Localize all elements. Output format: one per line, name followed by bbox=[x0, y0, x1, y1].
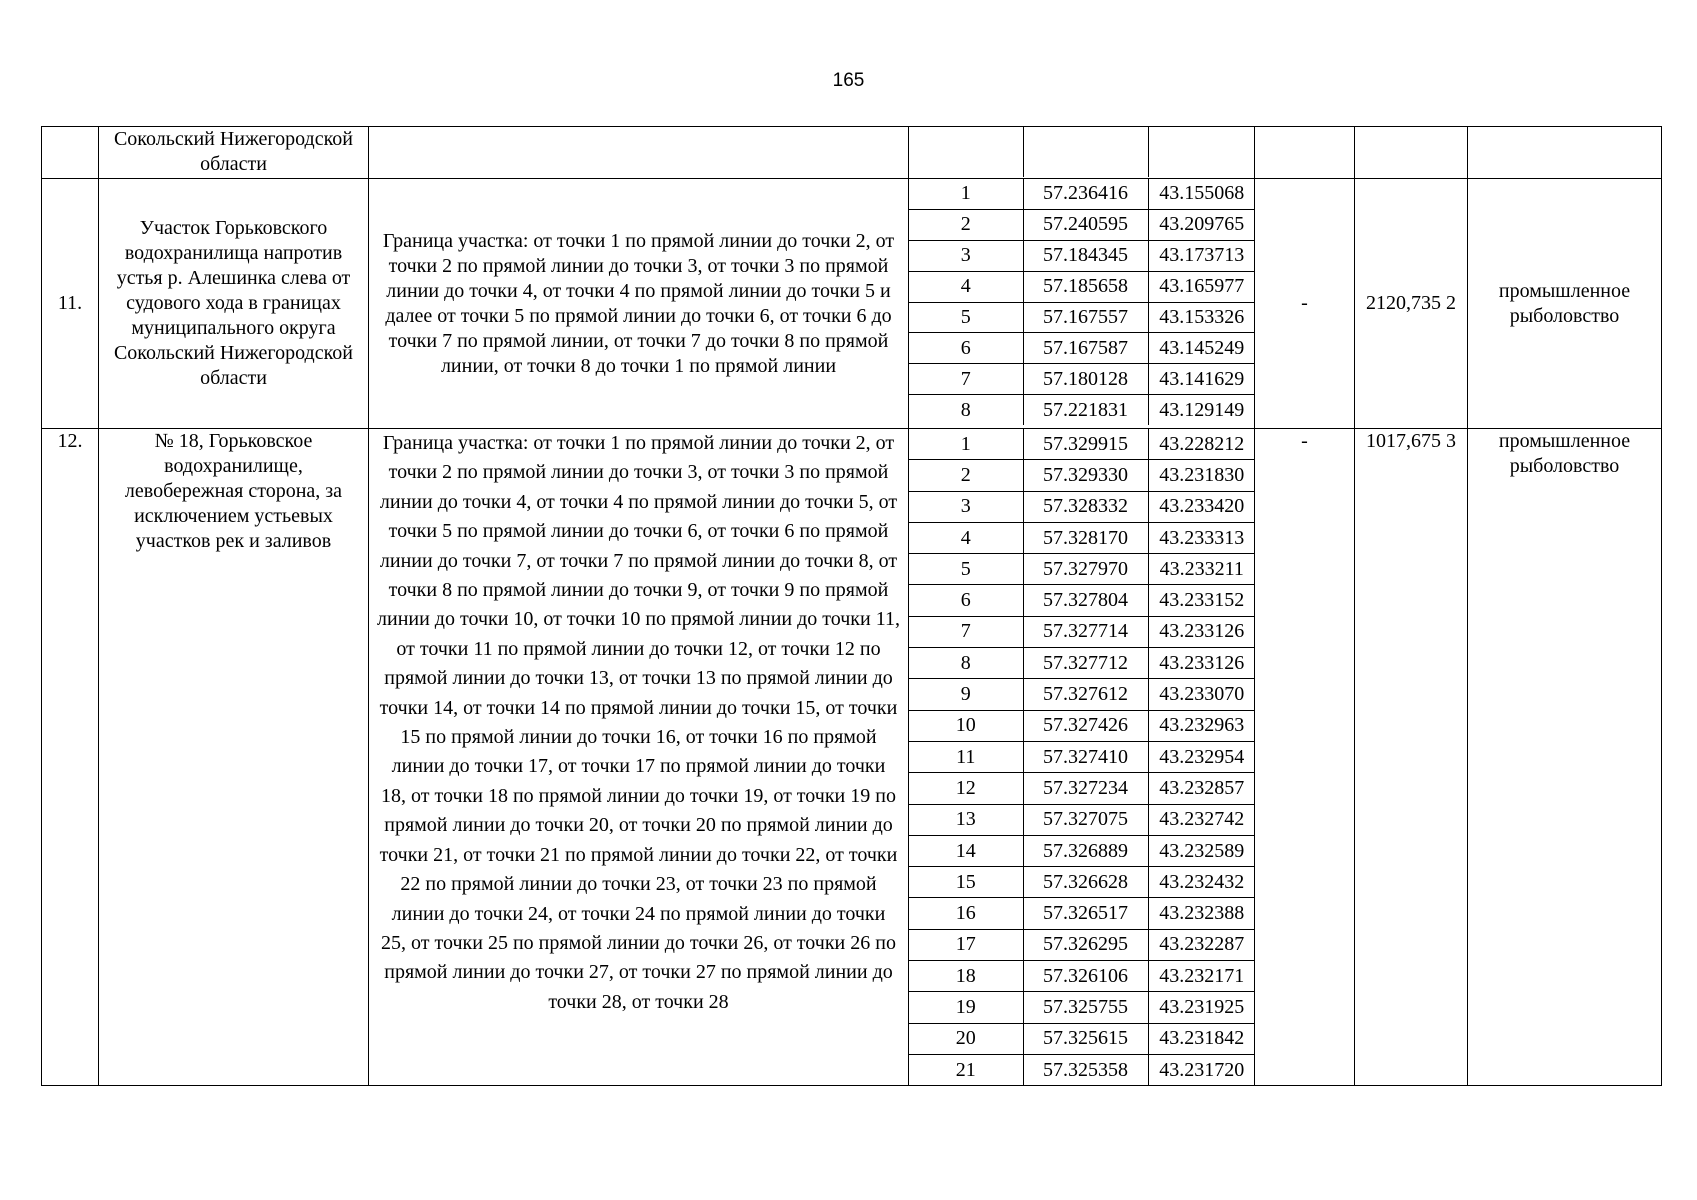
latitude-value: 57.329915 bbox=[1023, 429, 1148, 460]
coordinate-row bbox=[909, 240, 1255, 271]
point-number: 6 bbox=[909, 585, 1023, 616]
point-number: 19 bbox=[909, 992, 1023, 1023]
latitude-value: 57.327612 bbox=[1023, 679, 1148, 710]
coordinate-row bbox=[909, 429, 1255, 460]
empty-cell bbox=[1148, 127, 1255, 177]
coordinate-row bbox=[909, 179, 1255, 209]
table-row bbox=[42, 429, 1662, 1086]
continuation-row bbox=[42, 127, 1662, 179]
continuation-name-cell: Сокольский Нижегородской области bbox=[99, 127, 369, 179]
coordinate-row bbox=[909, 554, 1255, 585]
point-number: 7 bbox=[909, 364, 1023, 395]
coordinate-row bbox=[909, 1023, 1255, 1054]
coordinates-table bbox=[909, 429, 1255, 1085]
fishing-areas-table-wrapper bbox=[41, 126, 1661, 1086]
coordinate-row bbox=[909, 898, 1255, 929]
latitude-value: 57.185658 bbox=[1023, 271, 1148, 302]
point-number: 3 bbox=[909, 491, 1023, 522]
point-number: 13 bbox=[909, 804, 1023, 835]
longitude-value: 43.233070 bbox=[1148, 679, 1255, 710]
coordinate-row bbox=[909, 710, 1255, 741]
coordinate-row bbox=[909, 460, 1255, 491]
point-number: 18 bbox=[909, 961, 1023, 992]
latitude-value: 57.327712 bbox=[1023, 648, 1148, 679]
point-number: 15 bbox=[909, 867, 1023, 898]
latitude-value: 57.167587 bbox=[1023, 333, 1148, 364]
empty-cell bbox=[909, 127, 1023, 177]
point-number: 9 bbox=[909, 679, 1023, 710]
longitude-value: 43.233126 bbox=[1148, 616, 1255, 647]
longitude-value: 43.231830 bbox=[1148, 460, 1255, 491]
longitude-value: 43.232589 bbox=[1148, 835, 1255, 866]
latitude-value: 57.326889 bbox=[1023, 835, 1148, 866]
longitude-value: 43.233313 bbox=[1148, 522, 1255, 553]
continuation-subgrid bbox=[909, 127, 1255, 177]
coordinate-row bbox=[909, 961, 1255, 992]
longitude-value: 43.209765 bbox=[1148, 209, 1255, 240]
latitude-value: 57.326628 bbox=[1023, 867, 1148, 898]
coordinates-cell bbox=[909, 429, 1255, 1086]
point-number: 8 bbox=[909, 648, 1023, 679]
latitude-value: 57.327804 bbox=[1023, 585, 1148, 616]
coordinate-row bbox=[909, 271, 1255, 302]
latitude-value: 57.329330 bbox=[1023, 460, 1148, 491]
longitude-value: 43.129149 bbox=[1159, 398, 1245, 421]
continuation-points-cell bbox=[909, 127, 1255, 179]
longitude-value: 43.233211 bbox=[1148, 554, 1255, 585]
coordinate-row bbox=[909, 867, 1255, 898]
point-number: 10 bbox=[909, 710, 1023, 741]
latitude-value: 57.240595 bbox=[1023, 209, 1148, 240]
longitude-value: 43.231842 bbox=[1148, 1023, 1255, 1054]
latitude-value: 57.326106 bbox=[1023, 961, 1148, 992]
longitude-value: 43.233420 bbox=[1148, 491, 1255, 522]
boundary-description: Граница участка: от точки 1 по прямой линии до точки 2, от точки 2 по прямой линии до точки 3, от точки 3 по прямой линии до точки 4, от точки 4 по прямой линии до точки 5 и далее от точки 5 по прямой линии до точки 6, от точки 6 до точки 7 по прямой линии, от точки 7 до точки 8 по прямой линии, от точки 8 до точки 1 по прямой линии bbox=[369, 179, 909, 429]
latitude-value: 57.236416 bbox=[1023, 179, 1148, 209]
latitude-value: 57.327714 bbox=[1023, 616, 1148, 647]
latitude-value: 57.327234 bbox=[1023, 773, 1148, 804]
point-number: 8 bbox=[909, 395, 1023, 425]
coordinate-row bbox=[909, 1054, 1255, 1085]
point-number: 7 bbox=[909, 616, 1023, 647]
point-number: 4 bbox=[909, 271, 1023, 302]
coordinate-row bbox=[909, 741, 1255, 772]
coordinate-row bbox=[909, 585, 1255, 616]
longitude-value: 43.233152 bbox=[1148, 585, 1255, 616]
latitude-value: 57.327075 bbox=[1023, 804, 1148, 835]
longitude-value: 43.232954 bbox=[1148, 741, 1255, 772]
continuation-description-cell bbox=[369, 127, 909, 179]
point-number: 6 bbox=[909, 333, 1023, 364]
page-number: 165 bbox=[832, 70, 865, 91]
point-number: 5 bbox=[909, 302, 1023, 333]
dash-cell: - bbox=[1255, 429, 1355, 1086]
latitude-value: 57.327426 bbox=[1023, 710, 1148, 741]
point-number: 1 bbox=[909, 429, 1023, 460]
coordinate-row bbox=[909, 679, 1255, 710]
latitude-value: 57.325358 bbox=[1023, 1054, 1148, 1085]
latitude-value: 57.328332 bbox=[1023, 491, 1148, 522]
coordinate-row bbox=[909, 929, 1255, 960]
point-number: 21 bbox=[909, 1054, 1023, 1085]
coordinate-row bbox=[909, 648, 1255, 679]
area-value: 2120,735 2 bbox=[1355, 179, 1468, 429]
coordinate-row bbox=[909, 804, 1255, 835]
point-number: 12 bbox=[909, 773, 1023, 804]
point-number: 5 bbox=[909, 554, 1023, 585]
latitude-value: 57.328170 bbox=[1023, 522, 1148, 553]
latitude-value: 57.326517 bbox=[1023, 898, 1148, 929]
longitude-value: 43.232287 bbox=[1148, 929, 1255, 960]
empty-cell bbox=[1023, 127, 1148, 177]
point-number: 14 bbox=[909, 835, 1023, 866]
point-number: 3 bbox=[909, 240, 1023, 271]
continuation-num-cell bbox=[42, 127, 99, 179]
latitude-value: 57.327970 bbox=[1023, 554, 1148, 585]
longitude-value: 43.145249 bbox=[1148, 333, 1255, 364]
longitude-value: 43.228212 bbox=[1148, 429, 1255, 460]
row-number: 12. bbox=[42, 429, 99, 1086]
point-number: 4 bbox=[909, 522, 1023, 553]
latitude-value: 57.325615 bbox=[1023, 1023, 1148, 1054]
longitude-value: 43.153326 bbox=[1148, 302, 1255, 333]
longitude-value: 43.232171 bbox=[1148, 961, 1255, 992]
coordinate-row bbox=[909, 333, 1255, 364]
point-number: 2 bbox=[909, 460, 1023, 491]
latitude-value: 57.327410 bbox=[1023, 741, 1148, 772]
point-number: 1 bbox=[909, 179, 1023, 209]
continuation-purpose-cell bbox=[1468, 127, 1662, 179]
longitude-value: 43.165977 bbox=[1148, 271, 1255, 302]
point-number: 20 bbox=[909, 1023, 1023, 1054]
longitude-value: 43.141629 bbox=[1148, 364, 1255, 395]
coordinate-row bbox=[909, 302, 1255, 333]
latitude-value: 57.325755 bbox=[1023, 992, 1148, 1023]
coordinate-row bbox=[909, 364, 1255, 395]
longitude-value: 43.232388 bbox=[1148, 898, 1255, 929]
purpose-text: промышленное рыболовство bbox=[1468, 179, 1662, 429]
coordinate-row bbox=[909, 491, 1255, 522]
dash-cell: - bbox=[1255, 179, 1355, 429]
coordinate-row bbox=[909, 522, 1255, 553]
area-name: Участок Горьковского водохранилища напротив устья р. Алешинка слева от судового хода в границах муниципального округа Сокольский Нижегородской области bbox=[99, 179, 369, 429]
coordinate-row bbox=[909, 209, 1255, 240]
coordinate-row bbox=[909, 992, 1255, 1023]
fishing-areas-table bbox=[41, 126, 1662, 1086]
point-number: 16 bbox=[909, 898, 1023, 929]
longitude-value: 43.233126 bbox=[1148, 648, 1255, 679]
point-number: 17 bbox=[909, 929, 1023, 960]
longitude-value: 43.231925 bbox=[1148, 992, 1255, 1023]
continuation-area-cell bbox=[1355, 127, 1468, 179]
longitude-value: 43.232857 bbox=[1148, 773, 1255, 804]
latitude-value: 57.326295 bbox=[1023, 929, 1148, 960]
latitude-value: 57.180128 bbox=[1023, 364, 1148, 395]
longitude-value: 43.232742 bbox=[1148, 804, 1255, 835]
row-number: 11. bbox=[42, 179, 99, 429]
latitude-value: 57.167557 bbox=[1023, 302, 1148, 333]
coordinates-table bbox=[909, 179, 1255, 425]
area-value: 1017,675 3 bbox=[1355, 429, 1468, 1086]
coordinate-row bbox=[909, 395, 1255, 425]
boundary-description: Граница участка: от точки 1 по прямой линии до точки 2, от точки 2 по прямой линии до точки 3, от точки 3 по прямой линии до точки 4, от точки 4 по прямой линии до точки 5, от точки 5 по прямой линии до точки 6, от точки 6 по прямой линии до точки 7, от точки 7 по прямой линии до точки 8, от точки 8 по прямой линии до точки 9, от точки 9 по прямой линии до точки 10, от точки 10 по прямой линии до точки 11, от точки 11 по прямой линии до точки 12, от точки 12 по прямой линии до точки 13, от точки 13 по прямой линии до точки 14, от точки 14 по прямой линии до точки 15, от точки 15 по прямой линии до точки 16, от точки 16 по прямой линии до точки 17, от точки 17 по прямой линии до точки 18, от точки 18 по прямой линии до точки 19, от точки 19 по прямой линии до точки 20, от точки 20 по прямой линии до точки 21, от точки 21 по прямой линии до точки 22, от точки 22 по прямой линии до точки 23, от точки 23 по прямой линии до точки 24, от точки 24 по прямой линии до точки 25, от точки 25 по прямой линии до точки 26, от точки 26 по прямой линии до точки 27, от точки 27 по прямой линии до точки 28, от точки 28 bbox=[369, 429, 909, 1086]
area-name: № 18, Горьковское водохранилище, левобережная сторона, за исключением устьевых участков рек и заливов bbox=[99, 429, 369, 1086]
coordinate-row bbox=[909, 616, 1255, 647]
coordinate-row bbox=[909, 773, 1255, 804]
point-number: 11 bbox=[909, 741, 1023, 772]
latitude-value: 57.221831 bbox=[1023, 395, 1148, 425]
longitude-value: 43.155068 bbox=[1148, 179, 1255, 209]
longitude-value: 43.173713 bbox=[1148, 240, 1255, 271]
longitude-value: 43.232963 bbox=[1148, 710, 1255, 741]
purpose-text: промышленное рыболовство bbox=[1468, 429, 1662, 1086]
table-row bbox=[42, 179, 1662, 429]
coordinate-row bbox=[909, 835, 1255, 866]
point-number: 2 bbox=[909, 209, 1023, 240]
continuation-dash-cell bbox=[1255, 127, 1355, 179]
longitude-value: 43.231720 bbox=[1159, 1058, 1245, 1081]
longitude-value: 43.232432 bbox=[1148, 867, 1255, 898]
latitude-value: 57.184345 bbox=[1023, 240, 1148, 271]
coordinates-cell bbox=[909, 179, 1255, 429]
